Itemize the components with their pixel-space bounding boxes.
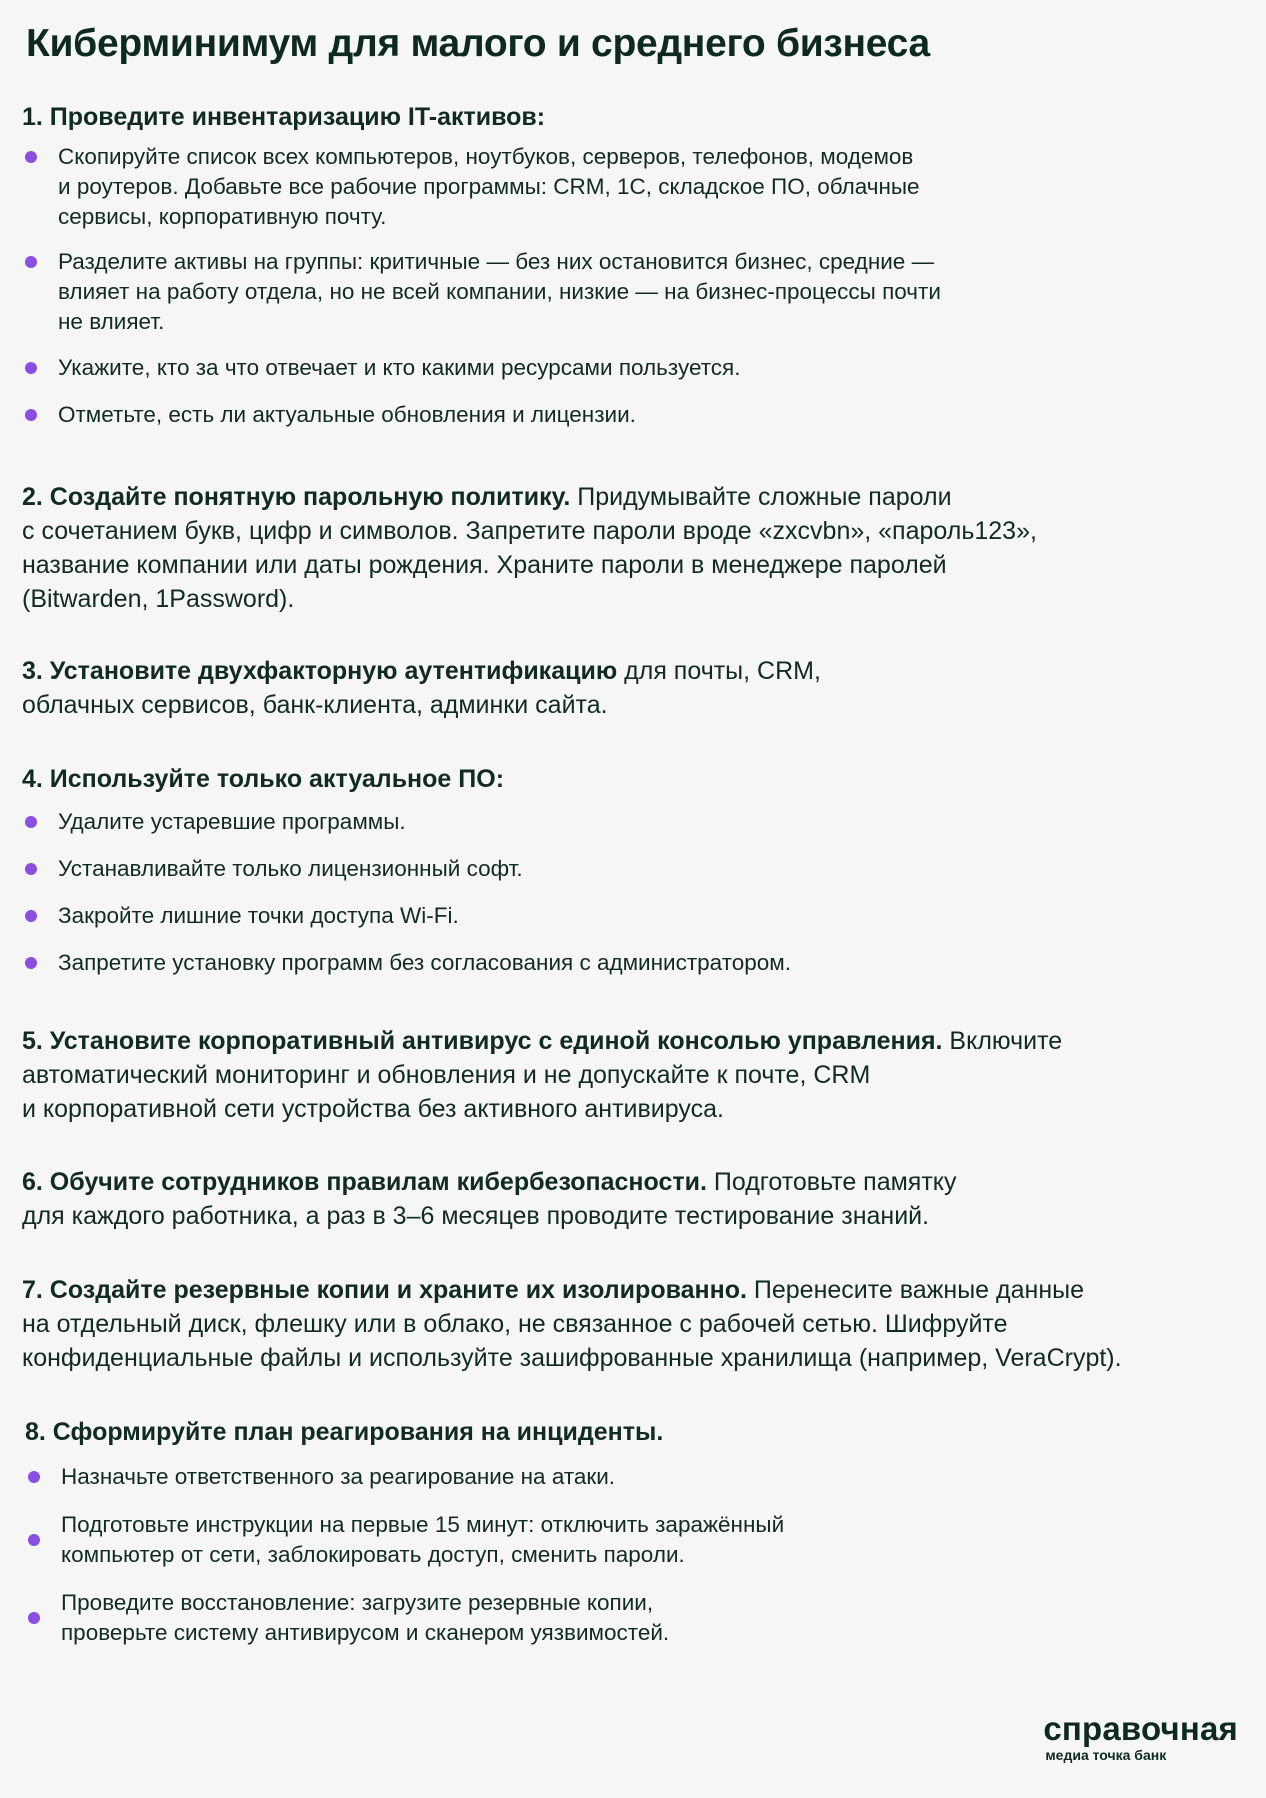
paragraph-line: с сочетанием букв, цифр и символов. Запретите пароли вроде «zxcvbn», «пароль123», bbox=[22, 517, 1037, 545]
list-item-line: Укажите, кто за что отвечает и кто какими ресурсами пользуется. bbox=[58, 355, 741, 380]
list-item bbox=[22, 247, 1242, 337]
section-backups bbox=[22, 1273, 1242, 1375]
section-lead: 6. Обучите сотрудников правилам кибербезопасности. bbox=[22, 1168, 707, 1196]
section-incident-plan bbox=[25, 1415, 1245, 1648]
paragraph-line: конфиденциальные файлы и используйте зашифрованные хранилища (например, VeraCrypt). bbox=[22, 1344, 1122, 1372]
bullet-dot-icon bbox=[25, 816, 37, 828]
list-item bbox=[22, 948, 1242, 978]
section-two-factor bbox=[22, 654, 1242, 722]
paragraph-line: на отдельный диск, флешку или в облако, не связанное с рабочей сетью. Шифруйте bbox=[22, 1310, 1008, 1338]
section-heading: 4. Используйте только актуальное ПО: bbox=[22, 765, 505, 793]
page-title: Киберминимум для малого и среднего бизнеса bbox=[26, 22, 930, 65]
list-item-line: Проведите восстановление: загрузите резервные копии, bbox=[61, 1590, 654, 1615]
list-item-line: Запретите установку программ без согласования с администратором. bbox=[58, 950, 792, 975]
bullet-dot-icon bbox=[28, 1471, 40, 1483]
list-item-line: Разделите активы на группы: критичные — без них остановится бизнес, средние — bbox=[58, 249, 935, 274]
section-lead: 2. Создайте понятную парольную политику. bbox=[22, 483, 571, 511]
list-item-line: и роутеров. Добавьте все рабочие программы: CRM, 1С, складское ПО, облачные bbox=[58, 174, 920, 199]
bullet-dot-icon bbox=[28, 1534, 40, 1546]
paragraph-line: название компании или даты рождения. Храните пароли в менеджере паролей bbox=[22, 551, 947, 579]
list-item bbox=[25, 1510, 1245, 1570]
brand-logo-tagline: медиа точка банк bbox=[1045, 1747, 1167, 1763]
paragraph-line: Перенесите важные данные bbox=[746, 1276, 1085, 1304]
list-item bbox=[25, 1588, 1245, 1648]
section-paragraph bbox=[22, 1273, 1242, 1375]
section-paragraph bbox=[22, 480, 1242, 616]
section-inventory bbox=[22, 100, 1242, 430]
section-paragraph bbox=[22, 654, 1242, 722]
paragraph-line: для почты, CRM, bbox=[617, 657, 821, 685]
bullet-list bbox=[22, 807, 1242, 978]
list-item bbox=[22, 807, 1242, 837]
bullet-list bbox=[25, 1462, 1245, 1648]
brand-logo-word: справочная bbox=[1043, 1710, 1238, 1747]
bullet-list bbox=[22, 142, 1242, 430]
list-item-line: Закройте лишние точки доступа Wi-Fi. bbox=[58, 903, 459, 928]
paragraph-line: Включите bbox=[942, 1027, 1063, 1055]
section-software bbox=[22, 762, 1242, 978]
bullet-dot-icon bbox=[25, 151, 37, 163]
list-item-line: Назначьте ответственного за реагирование на атаки. bbox=[61, 1464, 616, 1489]
list-item-line: не влияет. bbox=[58, 309, 165, 334]
bullet-dot-icon bbox=[25, 910, 37, 922]
list-item bbox=[22, 901, 1242, 931]
bullet-dot-icon bbox=[25, 863, 37, 875]
bullet-dot-icon bbox=[25, 362, 37, 374]
section-heading: 8. Сформируйте план реагирования на инциденты. bbox=[25, 1418, 664, 1446]
paragraph-line: и корпоративной сети устройства без активного антивируса. bbox=[22, 1095, 724, 1123]
section-training bbox=[22, 1165, 1242, 1233]
list-item-line: сервисы, корпоративную почту. bbox=[58, 204, 387, 229]
bullet-dot-icon bbox=[25, 409, 37, 421]
list-item-line: Устанавливайте только лицензионный софт. bbox=[58, 856, 523, 881]
list-item-line: Удалите устаревшие программы. bbox=[58, 809, 406, 834]
paragraph-line: облачных сервисов, банк-клиента, админки сайта. bbox=[22, 691, 608, 719]
list-item bbox=[22, 353, 1242, 383]
list-item bbox=[22, 854, 1242, 884]
brand-logo bbox=[1043, 1712, 1238, 1764]
paragraph-line: (Bitwarden, 1Password). bbox=[22, 585, 295, 613]
section-paragraph bbox=[22, 1165, 1242, 1233]
list-item-line: Скопируйте список всех компьютеров, ноутбуков, серверов, телефонов, модемов bbox=[58, 144, 914, 169]
list-item-line: проверьте систему антивирусом и сканером уязвимостей. bbox=[61, 1620, 670, 1645]
paragraph-line: Придумывайте сложные пароли bbox=[570, 483, 952, 511]
paragraph-line: Подготовьте памятку bbox=[706, 1168, 957, 1196]
list-item-line: Подготовьте инструкции на первые 15 минут: отключить заражённый bbox=[61, 1512, 785, 1537]
section-antivirus bbox=[22, 1024, 1242, 1126]
list-item-line: влияет на работу отдела, но не всей компании, низкие — на бизнес-процессы почти bbox=[58, 279, 941, 304]
section-lead: 3. Установите двухфакторную аутентификацию bbox=[22, 657, 618, 685]
bullet-dot-icon bbox=[25, 256, 37, 268]
list-item bbox=[22, 400, 1242, 430]
paragraph-line: для каждого работника, а раз в 3–6 месяцев проводите тестирование знаний. bbox=[22, 1202, 930, 1230]
section-password-policy bbox=[22, 480, 1242, 616]
section-lead: 7. Создайте резервные копии и храните их изолированно. bbox=[22, 1276, 747, 1304]
bullet-dot-icon bbox=[28, 1612, 40, 1624]
paragraph-line: автоматический мониторинг и обновления и не допускайте к почте, CRM bbox=[22, 1061, 871, 1089]
section-lead: 5. Установите корпоративный антивирус с единой консолью управления. bbox=[22, 1027, 943, 1055]
section-heading: 1. Проведите инвентаризацию IT-активов: bbox=[22, 103, 546, 131]
list-item bbox=[22, 142, 1242, 232]
list-item bbox=[25, 1462, 1245, 1492]
list-item-line: компьютер от сети, заблокировать доступ, сменить пароли. bbox=[61, 1542, 685, 1567]
section-paragraph bbox=[22, 1024, 1242, 1126]
bullet-dot-icon bbox=[25, 957, 37, 969]
list-item-line: Отметьте, есть ли актуальные обновления и лицензии. bbox=[58, 402, 636, 427]
